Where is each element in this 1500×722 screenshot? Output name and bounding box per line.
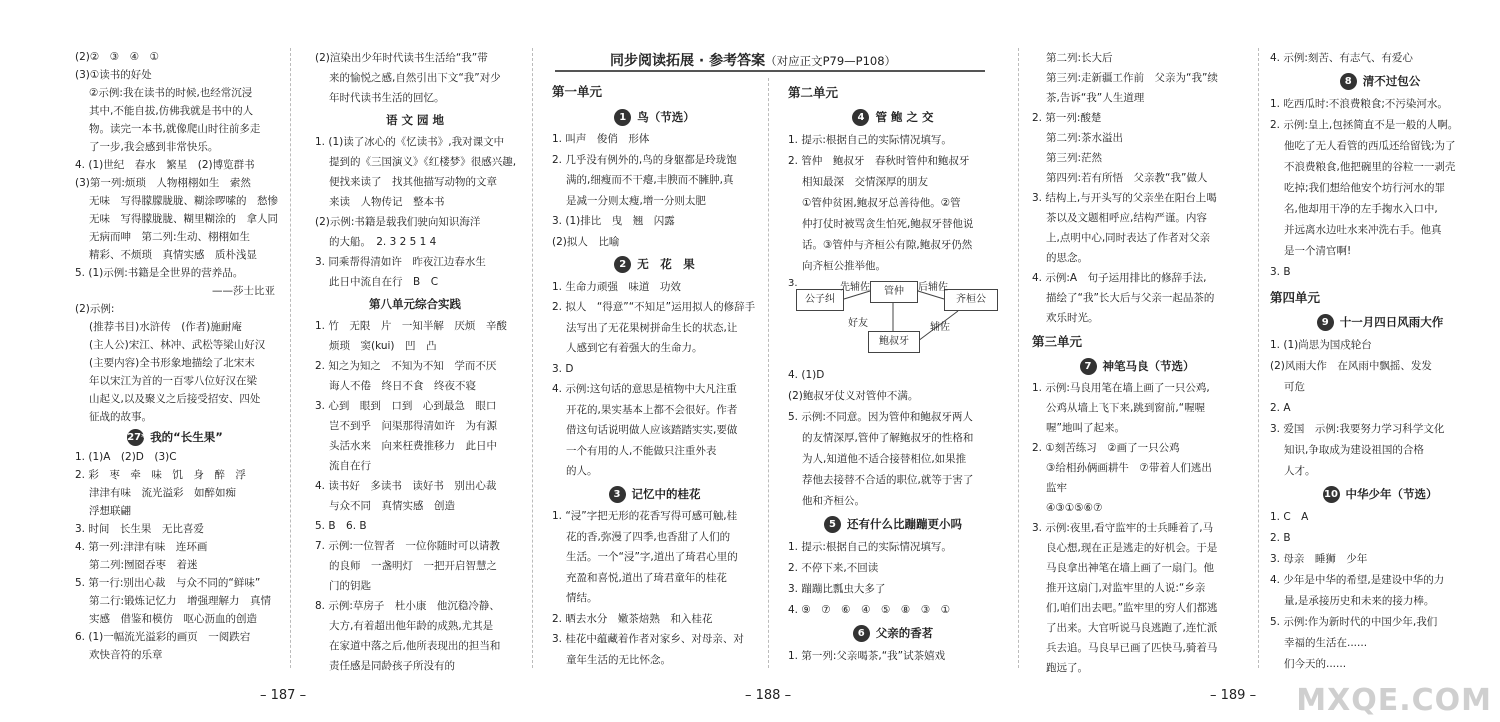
- number-badge: 10: [1323, 486, 1340, 503]
- text-line: 并远离水边吐水来冲洗右手。他真: [1284, 224, 1442, 236]
- section-title-text: 管 鲍 之 交: [875, 110, 934, 124]
- text-line: (2)示例:: [75, 303, 115, 315]
- text-line: 3. B: [1270, 266, 1291, 278]
- text-line: 1. 竹 无限 片 一知半解 厌烦 辛酸: [315, 320, 507, 332]
- divider-2: [532, 48, 533, 668]
- question-number: 3.: [788, 278, 798, 289]
- text-line: 情结。: [566, 592, 598, 604]
- text-line: 了出来。大官听说马良逃跑了,连忙派: [1046, 622, 1218, 634]
- text-line: 2. B: [1270, 532, 1291, 544]
- text-line: 1. 吃西瓜时:不浪费粮食;不污染河水。: [1270, 98, 1448, 110]
- text-line: 开花的,果实基本上都不会很好。作者: [566, 403, 738, 416]
- text-line: (2)② ③ ④ ①: [75, 51, 160, 63]
- text-line: 3. 结构上,与开头写的父亲坐在阳台上喝: [1032, 192, 1217, 204]
- text-line: 的思念。: [1046, 252, 1088, 264]
- text-line: 喔”地叫了起来。: [1046, 422, 1125, 434]
- text-line: 他吃了无人看管的西瓜还给留钱;为了: [1284, 140, 1456, 152]
- text-line: 跑远了。: [1046, 662, 1088, 674]
- text-line: 4. (1)世纪 春水 繁星 (2)博览群书: [75, 159, 255, 171]
- text-line: 3. 桂花中蕴藏着作者对家乡、对母亲、对: [552, 633, 744, 645]
- section-title: 第八单元综合实践: [369, 297, 461, 311]
- text-line: 4. 第一列:津津有味 连环画: [75, 541, 208, 553]
- section-title: [552, 254, 757, 275]
- diagram-node: 齐桓公: [944, 289, 998, 311]
- text-line: ——莎士比亚: [212, 285, 275, 297]
- text-line: 3. 心到 眼到 口到 心到最急 眼口: [315, 400, 497, 412]
- text-line: 5. (1)示例:书籍是全世界的营养品。: [75, 267, 244, 279]
- text-line: 第二列:囫囵吞枣 着迷: [89, 559, 198, 571]
- text-line: 一个有用的人,不能做只注重外表: [566, 444, 717, 457]
- text-line: 精彩、不烦琐 真情实感 质朴浅显: [89, 249, 257, 261]
- text-line: 年以宋江为首的一百零八位好汉在梁: [89, 375, 257, 387]
- text-line: 来读 人物传记 整本书: [329, 196, 445, 208]
- section-title: [552, 107, 757, 128]
- text-line: 欢快音符的乐章: [89, 649, 163, 661]
- text-line: 4. ⑨ ⑦ ⑥ ④ ⑤ ⑧ ③ ①: [788, 604, 951, 616]
- page-189: [1020, 0, 1500, 722]
- text-line: 第二列:茶水溢出: [1046, 132, 1124, 144]
- text-line: (主人公)宋江、林冲、武松等梁山好汉: [89, 339, 266, 351]
- text-line: 2. ①刻苦练习 ②画了一只公鸡: [1032, 442, 1180, 454]
- page-188: [540, 0, 1000, 722]
- text-line: 描绘了“我”长大后与父亲一起品茶的: [1046, 292, 1215, 304]
- text-line: 4. 示例:这句话的意思是植物中大凡注重: [552, 383, 737, 395]
- text-line: 头活水来 向来枉费推移力 此日中: [329, 440, 497, 452]
- text-line: 2. 管仲 鲍叔牙 春秋时管仲和鲍叔牙: [788, 155, 970, 167]
- text-line: 第二列:长大后: [1046, 52, 1113, 64]
- text-line: 3. 示例:夜里,看守监牢的士兵睡着了,马: [1032, 522, 1214, 534]
- text-line: 4. 读书好 多读书 读好书 别出心裁: [315, 480, 497, 492]
- text-line: 茶,告诉“我”人生道理: [1046, 92, 1145, 104]
- unit-title: 第二单元: [788, 85, 839, 100]
- number-badge: 2: [614, 256, 631, 273]
- watermark: MXQE.COM: [1296, 683, 1492, 718]
- number-badge: 6: [853, 625, 870, 642]
- text-line: 烦琐 窦(kui) 凹 凸: [329, 340, 437, 352]
- unit-title: 第一单元: [552, 84, 603, 99]
- text-line: 8. 示例:草房子 杜小康 他沉稳冷静、: [315, 600, 500, 612]
- text-line: 山起义,以及聚义之后接受招安、四处: [89, 393, 261, 405]
- text-line: 公鸡从墙上飞下来,跳到窗前,“喔喔: [1046, 402, 1206, 414]
- section-title-text: 还有什么比蹦蹦更小吗: [847, 517, 962, 531]
- text-line: 7. 示例:一位智者 一位你随时可以请教: [315, 540, 500, 552]
- number-badge: 4: [852, 109, 869, 126]
- text-line: 1. 生命力顽强 味道 功效: [552, 280, 681, 293]
- divider-1: [290, 48, 291, 668]
- page-number-187: – 187 –: [260, 688, 307, 703]
- section-title-text: 父亲的香茗: [875, 626, 934, 640]
- text-line: 大方,有着超出他年龄的成熟,尤其是: [329, 620, 494, 632]
- text-line: 3. 同乘帮得清如许 昨夜江边春水生: [315, 256, 486, 268]
- text-line: 茶以及文题相呼应,结构严谨。内容: [1046, 212, 1207, 224]
- col-5: [1032, 48, 1242, 678]
- text-line: 知识,争取成为建设祖国的合格: [1284, 444, 1424, 456]
- text-line: 向齐桓公推举他。: [802, 260, 886, 272]
- section-title-text: 神笔马良（节选）: [1102, 359, 1195, 373]
- text-line: 第四列:若有所悟 父亲教“我”做人: [1046, 172, 1208, 184]
- text-line: 们,咱们出去吧。”监牢里的穷人们都逃: [1046, 602, 1218, 614]
- text-line: 3. 爱国 示例:我要努力学习科学文化: [1270, 423, 1445, 435]
- text-line: 生活。一个“浸”字,道出了琦君心里的: [566, 551, 738, 563]
- section-title: [1270, 71, 1490, 92]
- text-line: 5. 示例:不同意。因为管仲和鲍叔牙两人: [788, 411, 973, 423]
- text-line: 1. “浸”字把无形的花香写得可感可触,桂: [552, 510, 738, 522]
- text-line: 实感 借鉴和模仿 呕心沥血的创造: [89, 613, 257, 625]
- number-badge: 8: [1340, 73, 1357, 90]
- text-line: 相知最深 交情深厚的朋友: [802, 176, 928, 188]
- text-line: 话。③管仲与齐桓公有隙,鲍叔牙仍然: [802, 239, 973, 251]
- text-line: 3. 母亲 睡狮 少年: [1270, 553, 1368, 565]
- text-line: ③给相孙俩画耕牛 ⑦带着人们逃出: [1046, 462, 1212, 474]
- text-line: 1. (1)读了冰心的《忆读书》,我对课文中: [315, 136, 505, 148]
- text-line: 是减一分则太瘦,增一分则太肥: [566, 194, 706, 207]
- text-line: 第二行:锻炼记忆力 增强理解力 真情: [89, 595, 272, 607]
- text-line: 来的愉悦之感,自然引出下文“我”对少: [329, 72, 501, 84]
- number-badge: 27*: [127, 429, 144, 446]
- text-line: 4. (1)D: [788, 369, 825, 381]
- page-number-189: – 189 –: [1210, 688, 1257, 703]
- text-line: (3)①读书的好处: [75, 69, 152, 81]
- col-1: [75, 48, 278, 664]
- text-line: 2. 几乎没有例外的,鸟的身躯都是玲珑饱: [552, 153, 737, 166]
- text-line: 其中,不能自拔,仿佛我就是书中的人: [89, 105, 254, 117]
- text-line: ②示例:我在读书的时候,也经常沉浸: [89, 87, 253, 99]
- text-line: 兵去追。马良早已画了匹快马,骑着马: [1046, 642, 1218, 654]
- section-title: [788, 107, 998, 128]
- text-line: 监牢: [1046, 482, 1067, 494]
- text-line: 2. 晒去水分 嫩茶焙熟 和入桂花: [552, 612, 713, 625]
- text-line: 岂不到乎 问渠那得清如许 为有源: [329, 420, 497, 432]
- section-title-text: 清不过包公: [1362, 74, 1421, 88]
- section-title: 语 文 园 地: [385, 113, 444, 127]
- col-3: [552, 78, 757, 670]
- text-line: 们今天的......: [1284, 658, 1347, 670]
- text-line: 2. 不停下来,不回读: [788, 562, 879, 574]
- text-line: 6. (1)一幅流光溢彩的画页 一阅跌宕: [75, 631, 251, 643]
- section-title: [788, 514, 998, 535]
- text-line: 满的,细瘦而不干瘪,丰腴而不臃肿,真: [566, 174, 734, 186]
- text-line: 此日中流自在行 B C: [329, 276, 439, 288]
- text-line: 4. 示例:A 句子运用排比的修辞手法,: [1032, 272, 1207, 284]
- diagram-edge-label: 好友: [848, 318, 868, 329]
- text-line: 童年生活的无比怀念。: [566, 653, 671, 666]
- text-line: 推开这扇门,对监牢里的人说:“乡亲: [1046, 582, 1206, 594]
- diagram-edge-label: 后辅佐: [918, 282, 948, 293]
- diagram-node: 鲍叔牙: [868, 331, 920, 353]
- section-title-text: 鸟（节选）: [637, 109, 695, 124]
- text-line: 1. 示例:马良用笔在墙上画了一只公鸡,: [1032, 382, 1210, 394]
- text-line: 2. 彩 枣 牵 味 饥 身 醉 浮: [75, 469, 246, 481]
- diagram-edge-label: 辅佐: [930, 322, 950, 333]
- number-badge: 1: [614, 109, 631, 126]
- text-line: 门的钥匙: [329, 580, 371, 592]
- diagram-node: 公子纠: [796, 289, 844, 311]
- text-line: 无病而呻 第二列:生动、栩栩如生: [89, 231, 251, 243]
- text-line: 幸福的生活在......: [1284, 637, 1368, 649]
- text-line: (2)示例:书籍是载我们驶向知识海洋: [315, 216, 481, 228]
- text-line: 上,点明中心,同时表达了作者对父亲: [1046, 232, 1211, 244]
- text-line: 5. 示例:作为新时代的中国少年,我们: [1270, 616, 1438, 628]
- text-line: 1. 提示:根据自己的实际情况填写。: [788, 134, 952, 146]
- text-line: 借这句话说明做人应该踏踏实实,要做: [566, 424, 738, 436]
- text-line: 吃掉;我们想给他安个坊行河水的罪: [1284, 182, 1446, 194]
- text-line: 征战的故事。: [89, 411, 152, 423]
- section-title-text: 中华少年（节选）: [1345, 487, 1438, 501]
- col-4: [788, 78, 998, 667]
- text-line: 津津有味 流光溢彩 如醉如痴: [89, 487, 236, 499]
- text-line: 1. (1)A (2)D (3)C: [75, 451, 177, 463]
- text-line: 是一个清官啊!: [1284, 245, 1352, 257]
- number-badge: 5: [824, 516, 841, 533]
- text-line: 2. 拟人 “得意”“不知足”运用拟人的修辞手: [552, 301, 756, 313]
- text-line: 2. A: [1270, 402, 1291, 414]
- section-title: [552, 484, 757, 505]
- text-line: (推荐书目)水浒传 (作者)施耐庵: [89, 321, 242, 333]
- text-line: 2. 知之为知之 不知为不知 学而不厌: [315, 360, 497, 372]
- text-line: 的良师 一盏明灯 一把开启智慧之: [329, 560, 497, 572]
- section-title: [1270, 484, 1490, 505]
- text-line: 人才。: [1284, 465, 1316, 477]
- unit-title: 第三单元: [1032, 334, 1083, 349]
- text-line: 充盈和喜悦,道出了琦君童年的桂花: [566, 571, 727, 584]
- text-line: 1. 提示:根据自己的实际情况填写。: [788, 541, 952, 553]
- header-title: 同步阅读拓展 · 参考答案（对应正文P79—P108）: [610, 53, 897, 69]
- text-line: 为人,知道他不适合接替相位,如果推: [802, 453, 967, 465]
- text-line: 的友情深厚,管仲了解鲍叔牙的性格和: [802, 432, 974, 444]
- text-line: 便找来读了 找其他描写动物的文章: [329, 176, 497, 188]
- text-line: 在家道中落之后,他所表现出的担当和: [329, 640, 501, 652]
- number-badge: 7: [1080, 358, 1097, 375]
- text-line: (2)渲染出少年时代读书生活给“我”带: [315, 52, 488, 64]
- section-title-text: 无 花 果: [637, 257, 695, 271]
- text-line: 1. 第一列:父亲喝茶,“我”试茶嬉戏: [788, 650, 946, 662]
- number-badge: 9: [1317, 314, 1334, 331]
- text-line: ①管仲贫困,鲍叔牙总善待他。②管: [802, 197, 961, 209]
- text-line: 花的香,弥漫了四季,也香甜了人们的: [566, 530, 731, 543]
- text-line: 流自在行: [329, 460, 371, 472]
- text-line: 良心想,现在正是逃走的好机会。于是: [1046, 542, 1218, 554]
- text-line: 1. (1)尚思为国戍轮台: [1270, 339, 1372, 351]
- section-title: [75, 428, 275, 446]
- relationship-diagram: [788, 277, 998, 365]
- text-line: 5. B 6. B: [315, 520, 367, 532]
- col-6: [1270, 48, 1490, 675]
- text-line: 名,他却用干净的左手掬水入口中,: [1284, 203, 1438, 215]
- text-line: 5. 第一行:别出心裁 与众不同的“鲜味”: [75, 577, 261, 589]
- text-line: (2)鲍叔牙仗义对管仲不满。: [788, 390, 919, 402]
- divider-4: [1018, 48, 1019, 668]
- divider-3: [768, 78, 769, 668]
- text-line: 2. 示例:皇上,包拯简直不是一般的人啊。: [1270, 119, 1459, 131]
- text-line: 了一步,我会感到非常快乐。: [89, 141, 219, 153]
- text-line: 无味 写得朦朦胧胧、糊涂啰嗦的 愁惨: [89, 195, 278, 207]
- text-line: 4. 示例:刻苦、有志气、有爱心: [1270, 52, 1413, 64]
- text-line: 第三列:走新疆工作前 父亲为“我”续: [1046, 72, 1218, 84]
- text-line: 责任感是同龄孩子所没有的: [329, 660, 455, 672]
- text-line: ④③①⑤⑥⑦: [1046, 502, 1103, 514]
- text-line: 1. C A: [1270, 511, 1309, 523]
- page-number-188: – 188 –: [745, 688, 792, 703]
- section-title: [1032, 356, 1242, 376]
- text-line: 欢乐时光。: [1046, 312, 1099, 324]
- text-line: 物。读完一本书,就像爬山时往前多走: [89, 123, 261, 135]
- text-line: 人感到它有着强大的生命力。: [566, 342, 703, 354]
- text-line: 浮想联翩: [89, 505, 131, 517]
- text-line: 的大船。 2. 3 2 5 1 4: [329, 236, 437, 248]
- text-line: 年时代读书生活的回忆。: [329, 92, 445, 104]
- text-line: (2)风雨大作 在风雨中飘摇、发发: [1270, 360, 1432, 372]
- text-line: 的人。: [566, 465, 598, 477]
- text-line: 4. 少年是中华的希望,是建设中华的力: [1270, 574, 1445, 586]
- text-line: 3. (1)排比 曳 翘 闪露: [552, 215, 675, 227]
- text-line: 3. D: [552, 362, 574, 375]
- divider-5: [1258, 48, 1259, 668]
- text-line: 无味 写得朦胧胧、糊里糊涂的 拿人同: [89, 213, 278, 225]
- section-title-text: 我的“长生果”: [150, 430, 223, 444]
- section-title: [788, 623, 998, 644]
- page-187: [0, 0, 530, 722]
- text-line: (2)拟人 比喻: [552, 235, 620, 248]
- text-line: 提到的《三国演义》《红楼梦》很感兴趣,: [329, 156, 517, 168]
- unit-title: 第四单元: [1270, 290, 1321, 305]
- text-line: 第三列:茫然: [1046, 152, 1103, 164]
- text-line: 与众不同 真情实感 创造: [329, 500, 455, 512]
- text-line: 3. 蹦蹦比瓢虫大多了: [788, 583, 886, 595]
- text-line: 1. 叫声 俊俏 形体: [552, 133, 650, 145]
- section-title-text: 十一月四日风雨大作: [1339, 315, 1444, 329]
- number-badge: 3: [609, 486, 626, 503]
- text-line: (主要内容)全书形象地描绘了北宋末: [89, 357, 255, 369]
- section-title: [1270, 312, 1490, 333]
- section-title-text: 记忆中的桂花: [631, 486, 701, 501]
- text-line: 他和齐桓公。: [802, 495, 865, 507]
- text-line: 3. 时间 长生果 无比喜爱: [75, 523, 204, 535]
- text-line: 诲人不倦 终日不食 终夜不寝: [329, 380, 476, 392]
- text-line: 法写出了无花果树拼命生长的状态,让: [566, 321, 738, 334]
- text-line: 仲打仗时被骂贪生怕死,鲍叔牙替他说: [802, 218, 974, 230]
- diagram-node: 管仲: [870, 281, 918, 303]
- text-line: (3)第一列:烦琐 人物栩栩如生 索然: [75, 177, 251, 189]
- text-line: 2. 第一列:酸楚: [1032, 112, 1102, 124]
- diagram-edge-label: 先辅佐: [840, 282, 870, 293]
- text-line: 可危: [1284, 381, 1305, 393]
- col-2: [315, 48, 515, 676]
- text-line: 荐他去接替不合适的职位,就等于害了: [802, 474, 974, 486]
- text-line: 马良拿出神笔在墙上画了一扇门。他: [1046, 562, 1214, 574]
- text-line: 不浪费粮食,他把碗里的谷粒一一剥壳: [1284, 161, 1456, 173]
- text-line: 量,是承接历史和未来的接力棒。: [1284, 595, 1435, 607]
